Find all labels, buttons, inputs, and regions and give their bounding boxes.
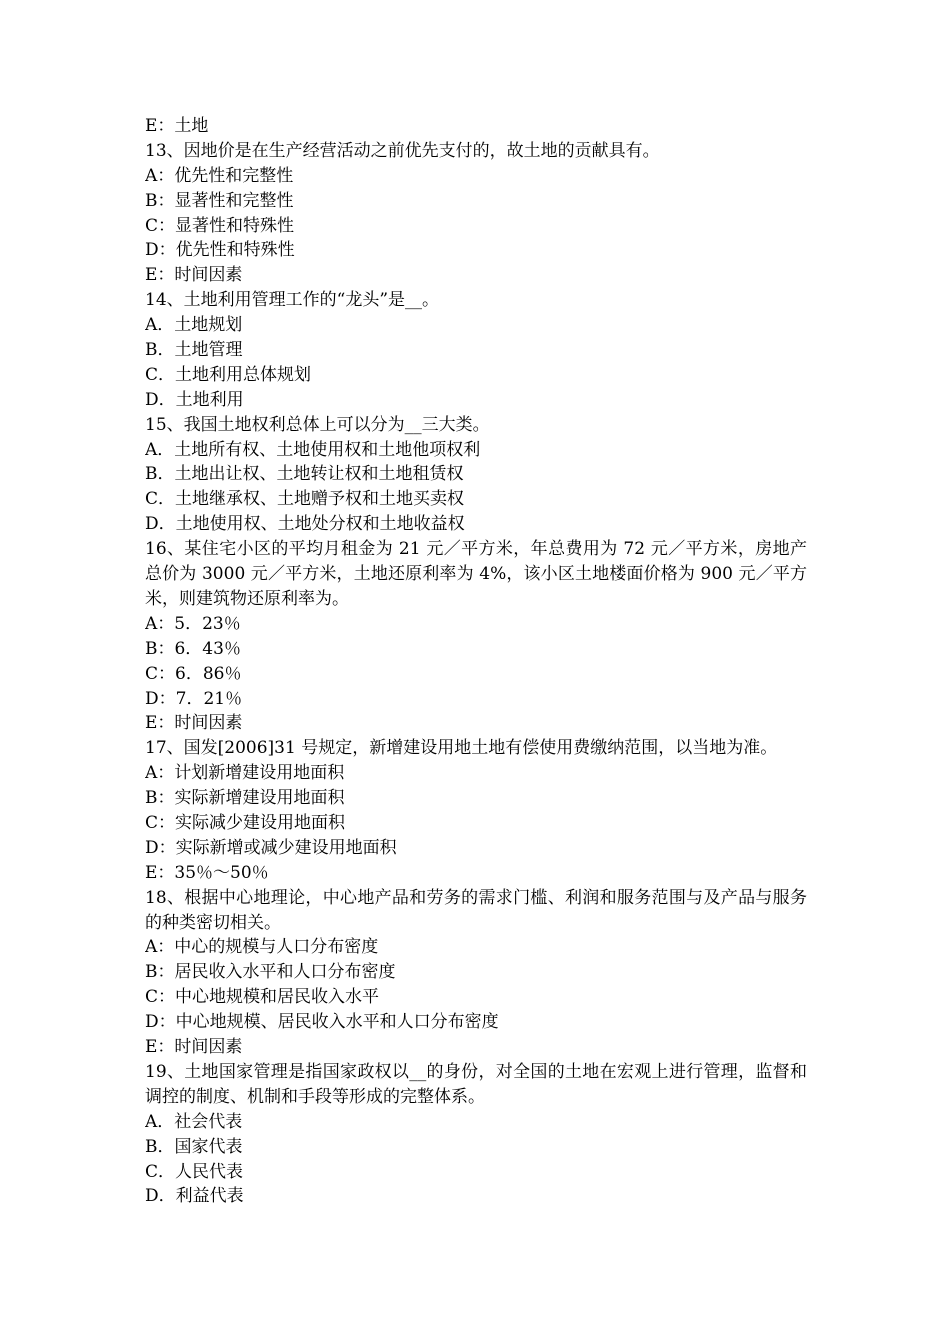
answer-option: A．土地规划: [145, 315, 243, 336]
answer-option: C：6．86％: [145, 663, 242, 684]
answer-option: D：优先性和特殊性: [145, 240, 295, 261]
answer-option: D：中心地规模、居民收入水平和人口分布密度: [145, 1012, 499, 1033]
answer-option: C．土地继承权、土地赠予权和土地买卖权: [145, 489, 465, 510]
answer-option: A：优先性和完整性: [145, 165, 294, 186]
answer-option: A：中心的规模与人口分布密度: [145, 937, 379, 958]
answer-option: B．土地出让权、土地转让权和土地租赁权: [145, 464, 464, 485]
question-text: 17、国发[2006]31 号规定，新增建设用地土地有偿使用费缴纳范围，以当地为准。: [145, 738, 778, 759]
answer-option: D．利益代表: [145, 1186, 244, 1207]
answer-option: E：时间因素: [145, 265, 243, 286]
answer-option: B：居民收入水平和人口分布密度: [145, 962, 396, 983]
question-text: 15、我国土地权利总体上可以分为__三大类。: [145, 414, 490, 435]
answer-option: C：中心地规模和居民收入水平: [145, 987, 380, 1008]
answer-option: B．土地管理: [145, 340, 243, 361]
answer-option: D：7．21％: [145, 688, 243, 709]
answer-option: C：显著性和特殊性: [145, 215, 295, 236]
answer-option: B：显著性和完整性: [145, 190, 294, 211]
answer-option: E：35％～50％: [145, 862, 269, 883]
question-text: 18、根据中心地理论，中心地产品和劳务的需求门槛、利润和服务范围与及产品与服务的种类密切相关。: [145, 887, 807, 933]
question-text: 16、某住宅小区的平均月租金为 21 元／平方米，年总费用为 72 元／平方米，房地产总价为 3000 元／平方米，土地还原利率为 4%，该小区土地楼面价格为 900 元／平方米，则建筑物还原利率为。: [145, 539, 807, 609]
answer-option: D：实际新增或减少建设用地面积: [145, 837, 397, 858]
question-text: 19、土地国家管理是指国家政权以__的身份，对全国的土地在宏观上进行管理，监督和调控的制度、机制和手段等形成的完整体系。: [145, 1061, 807, 1107]
answer-option: A：5．23％: [145, 613, 241, 634]
answer-option: D．土地使用权、土地处分权和土地收益权: [145, 514, 465, 535]
answer-option: C：实际减少建设用地面积: [145, 812, 346, 833]
answer-option: A：计划新增建设用地面积: [145, 763, 345, 784]
answer-option: B．国家代表: [145, 1136, 243, 1157]
answer-option: D．土地利用: [145, 389, 244, 410]
answer-option: C．土地利用总体规划: [145, 364, 312, 385]
answer-option: E：时间因素: [145, 713, 243, 734]
question-text: 14、土地利用管理工作的“龙头”是__。: [145, 290, 440, 311]
answer-option: E：时间因素: [145, 1037, 243, 1058]
answer-option: B：实际新增建设用地面积: [145, 788, 345, 809]
document-page: [145, 114, 807, 1209]
answer-option: C．人民代表: [145, 1161, 244, 1182]
answer-option: A．社会代表: [145, 1111, 243, 1132]
answer-option: A．土地所有权、土地使用权和土地他项权利: [145, 439, 481, 460]
answer-option: E：土地: [145, 116, 209, 136]
answer-option: B：6．43％: [145, 638, 241, 659]
question-text: 13、因地价是在生产经营活动之前优先支付的，故土地的贡献具有。: [145, 140, 660, 161]
